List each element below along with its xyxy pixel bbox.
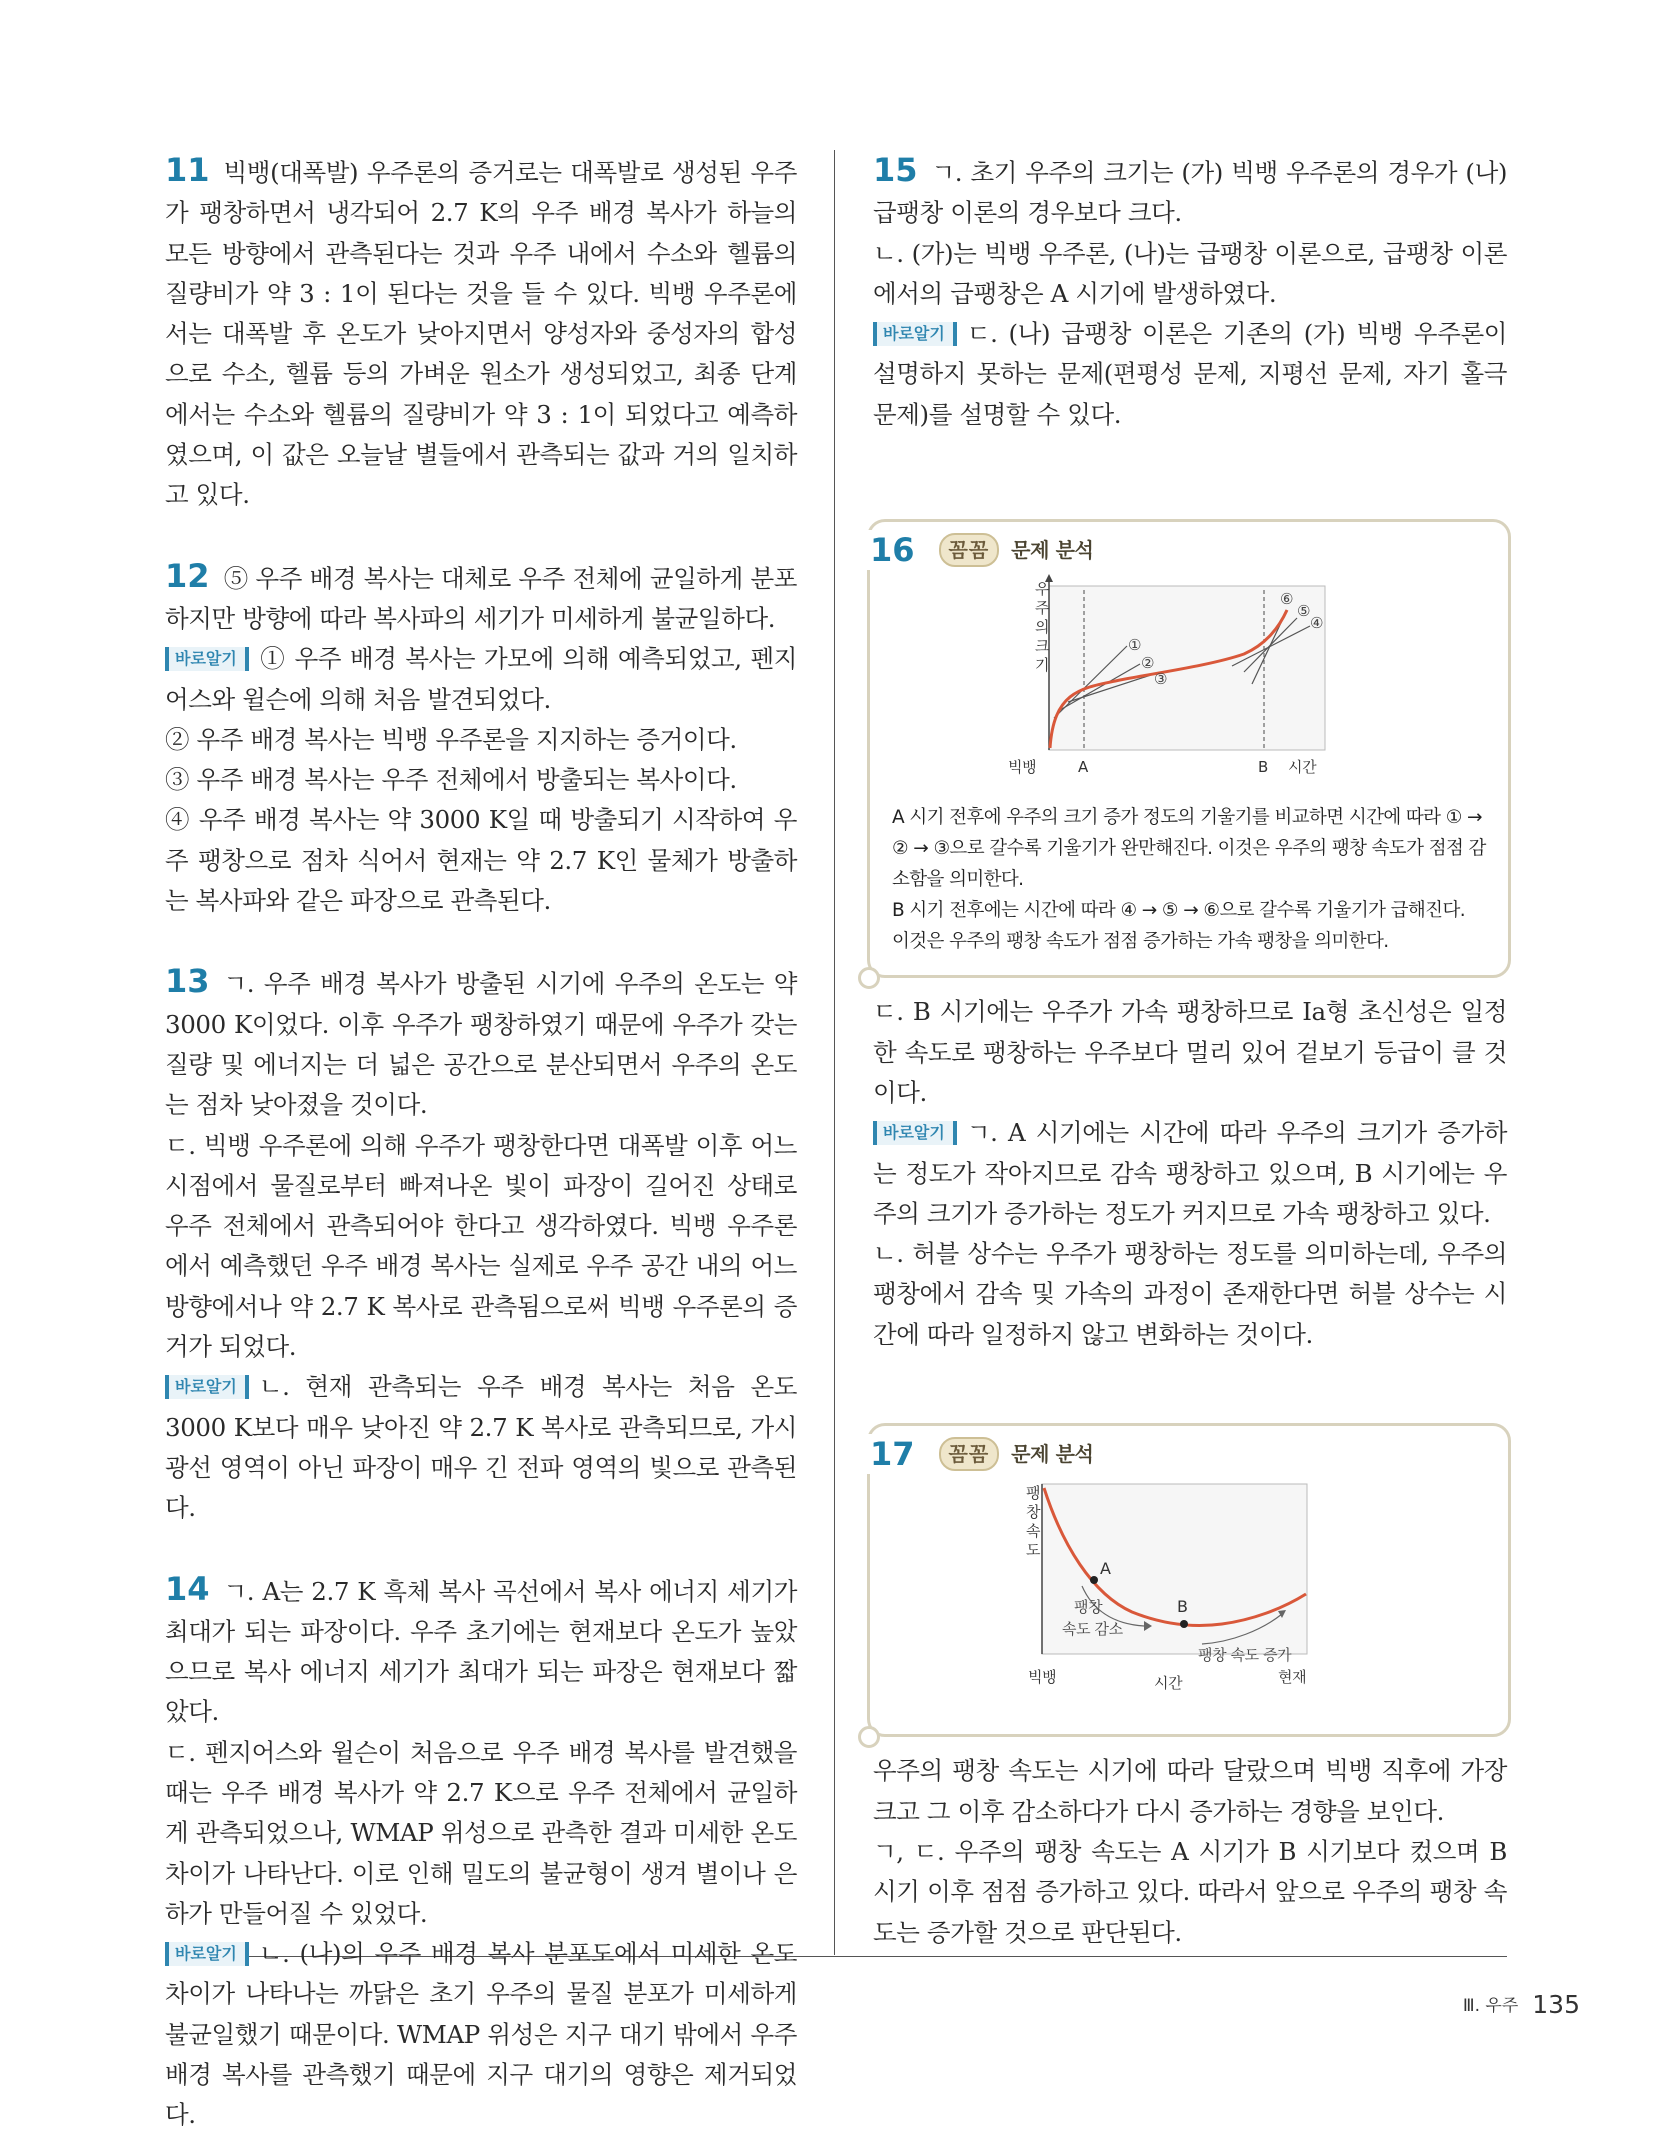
page-footer bbox=[1420, 1990, 1580, 2019]
answer-11 bbox=[165, 150, 797, 516]
column-divider bbox=[834, 150, 835, 1955]
correction-tag: 바로알기 bbox=[873, 1121, 957, 1145]
correction-tag: 바로알기 bbox=[165, 647, 249, 671]
analysis-box-17 bbox=[867, 1423, 1511, 1737]
answer-15 bbox=[873, 150, 1507, 435]
marker-2: ② bbox=[1141, 654, 1155, 673]
answer-text: ㄱ. 우주 배경 복사가 방출된 시기에 우주의 온도는 약 3000 K이었다. 이후 우주가 팽창하였기 때문에 우주가 갖는 질량 및 에너지는 더 넓은 공간으로 분산되면서 우주의 온도는 점차 낮아졌을 것이다. bbox=[165, 969, 797, 1120]
analysis-title: 문제 분석 bbox=[1011, 537, 1094, 562]
answer-text: 빅뱅(대폭발) 우주론의 증거로는 대폭발로 생성된 우주가 팽창하면서 냉각되어 2.7 K의 우주 배경 복사가 하늘의 모든 방향에서 관측된다는 것과 우주 내에서 수소와 헬륨의 질량비가 약 3 : 1이 된다는 것을 들 수 있다. 빅뱅 우주론에서는 대폭발 후 온도가 낮아지면서 양성자와 중성자의 합성으로 수소, 헬륨 등의 가벼운 원소가 생성되었고, 최종 단계에서는 수소와 헬륨의 질량비가 약 3 : 1이 되었다고 예측하였으며, 이 값은 오늘날 별들에서 관측되는 값과 거의 일치하고 있다. bbox=[165, 158, 797, 510]
kkomkkom-badge: 꼼꼼 bbox=[939, 1437, 1000, 1471]
point-a-label: A bbox=[1100, 1559, 1111, 1579]
page-number: 135 bbox=[1532, 1990, 1580, 2019]
speed-vs-time-graph bbox=[892, 1474, 1472, 1704]
correction-text: ④ 우주 배경 복사는 약 3000 K일 때 방출되기 시작하여 우주 팽창으로 점차 식어서 현재는 약 2.7 K인 물체가 방출하는 복사파와 같은 파장으로 관측된다. bbox=[165, 805, 797, 916]
analysis-note-1: A 시기 전후에 우주의 크기 증가 정도의 기울기를 비교하면 시간에 따라 ① → ② → ③으로 갈수록 기울기가 완만해진다. 이것은 우주의 팽창 속도가 점점 감소함을 의미한다. bbox=[892, 807, 1486, 891]
marker-1: ① bbox=[1128, 636, 1142, 655]
question-number: 17 bbox=[862, 1434, 925, 1474]
analysis-note-2: B 시기 전후에는 시간에 따라 ④ → ⑤ → ⑥으로 갈수록 기울기가 급해진다. 이것은 우주의 팽창 속도가 점점 증가하는 가속 팽창을 의미한다. bbox=[892, 900, 1466, 953]
question-number: 11 bbox=[165, 151, 210, 189]
marker-6: ⑥ bbox=[1280, 590, 1294, 609]
answer-16 bbox=[873, 992, 1507, 1355]
correction-text: ㄴ. 허블 상수는 우주가 팽창하는 정도를 의미하는데, 우주의 팽창에서 감속 및 가속의 과정이 존재한다면 허블 상수는 시간에 따라 일정하지 않고 변화하는 것이다. bbox=[873, 1239, 1507, 1349]
point-a bbox=[1090, 1576, 1098, 1584]
correction-text: ㄴ. (나)의 우주 배경 복사 분포도에서 미세한 온도 차이가 나타나는 까닭은 초기 우주의 물질 분포가 미세하게 불균일했기 때문이다. WMAP 위성은 지구 대기 밖에서 우주 배경 복사를 관측했기 때문에 지구 대기의 영향은 제거되었다. bbox=[165, 1939, 797, 2130]
answer-text: ㄱ. 초기 우주의 크기는 (가) 빅뱅 우주론의 경우가 (나) 급팽창 이론의 경우보다 크다. bbox=[873, 158, 1507, 228]
question-number: 14 bbox=[165, 1569, 210, 1608]
marker-4: ④ bbox=[1310, 614, 1324, 633]
answer-text: ㄷ. 빅뱅 우주론에 의해 우주가 팽창한다면 대폭발 이후 어느 시점에서 물질로부터 빠져나온 빛이 파장이 길어진 상태로 우주 전체에서 관측되어야 한다고 생각하였다. 빅뱅 우주론에서 예측했던 우주 배경 복사는 실제로 우주 공간 내의 어느 방향에서나 약 2.7 K 복사로 관측됨으로써 빅뱅 우주론의 증거가 되었다. bbox=[165, 1130, 797, 1362]
marker-5: ⑤ bbox=[1297, 602, 1311, 621]
section-label: Ⅲ. 우주 bbox=[1462, 1996, 1519, 2016]
answer-text: ㄷ. 펜지어스와 윌슨이 처음으로 우주 배경 복사를 발견했을 때는 우주 배경 복사가 약 2.7 K으로 우주 전체에서 균일하게 관측되었으나, WMAP 위성으로 관측한 결과 미세한 온도 차이가 나타난다. 이로 인해 밀도의 불균형이 생겨 별이나 은하가 만들어질 수 있었다. bbox=[165, 1737, 797, 1928]
decrease-label-2: 속도 감소 bbox=[1062, 1620, 1123, 1639]
x-now-label: 현재 bbox=[1278, 1668, 1307, 1687]
answer-text: ㄱ, ㄷ. 우주의 팽창 속도는 A 시기가 B 시기보다 컸으며 B 시기 이후 점점 증가하고 있다. 따라서 앞으로 우주의 팽창 속도는 증가할 것으로 판단된다. bbox=[873, 1836, 1507, 1947]
y-axis-label bbox=[1026, 1484, 1041, 1559]
correction-tag: 바로알기 bbox=[165, 1942, 249, 1966]
answer-text: ㄴ. (가)는 빅뱅 우주론, (나)는 급팽창 이론으로, 급팽창 이론에서의 급팽창은 A 시기에 발생하였다. bbox=[873, 238, 1507, 308]
origin-label: 빅뱅 bbox=[1008, 758, 1037, 777]
left-column bbox=[165, 150, 797, 2136]
answer-17 bbox=[873, 1751, 1507, 1952]
answer-text: 우주의 팽창 속도는 시기에 따라 달랐으며 빅뱅 직후에 가장 크고 그 이후 감소하다가 다시 증가하는 경향을 보인다. bbox=[873, 1756, 1507, 1826]
decrease-label-1: 팽창 bbox=[1074, 1598, 1103, 1617]
kkomkkom-badge: 꼼꼼 bbox=[939, 533, 1000, 567]
question-number: 13 bbox=[165, 962, 210, 1001]
question-number: 15 bbox=[873, 151, 918, 189]
answer-13 bbox=[165, 961, 797, 1528]
x-axis-label: 시간 bbox=[1288, 758, 1317, 777]
point-b bbox=[1180, 1620, 1188, 1628]
correction-tag: 바로알기 bbox=[873, 322, 957, 346]
right-column bbox=[870, 150, 1507, 1953]
correction-text: ㄴ. 현재 관측되는 우주 배경 복사는 처음 온도 3000 K보다 매우 낮아진 약 2.7 K 복사로 관측되므로, 가시광선 영역이 아닌 파장이 매우 긴 전파 영역의 빛으로 관측된다. bbox=[165, 1372, 797, 1523]
correction-text: ㄷ. (나) 급팽창 이론은 기존의 (가) 빅뱅 우주론이 설명하지 못하는 문제(편평성 문제, 지평선 문제, 자기 홀극 문제)를 설명할 수 있다. bbox=[873, 319, 1507, 429]
answer-text: ⑤ 우주 배경 복사는 대체로 우주 전체에 균일하게 분포하지만 방향에 따라 복사파의 세기가 미세하게 불균일하다. bbox=[165, 563, 797, 633]
answer-12 bbox=[165, 556, 797, 922]
correction-text: ① 우주 배경 복사는 가모에 의해 예측되었고, 펜지어스와 윌슨에 의해 처음 발견되었다. bbox=[165, 644, 797, 714]
answer-text: ㄱ. A는 2.7 K 흑체 복사 곡선에서 복사 에너지 세기가 최대가 되는 파장이다. 우주 초기에는 현재보다 온도가 높았으므로 복사 에너지 세기가 최대가 되는 파장은 현재보다 짧았다. bbox=[165, 1576, 797, 1727]
size-vs-time-graph bbox=[892, 570, 1472, 790]
point-b-label: B bbox=[1177, 1597, 1188, 1617]
x-origin-label: 빅뱅 bbox=[1028, 1668, 1057, 1687]
answer-14 bbox=[165, 1569, 797, 2136]
analysis-title: 문제 분석 bbox=[1011, 1441, 1094, 1466]
answer-text: ㄷ. B 시기에는 우주가 가속 팽창하므로 Ia형 초신성은 일정한 속도로 팽창하는 우주보다 멀리 있어 겉보기 등급이 클 것이다. bbox=[873, 997, 1507, 1107]
marker-3: ③ bbox=[1154, 670, 1168, 689]
question-number: 12 bbox=[165, 556, 210, 595]
correction-tag: 바로알기 bbox=[165, 1375, 249, 1399]
y-axis-label-text: 팽 창 속 도 bbox=[1026, 1484, 1041, 1560]
y-axis-label-text: 우 주 의 크 기 bbox=[1035, 580, 1050, 675]
time-a-label: A bbox=[1078, 758, 1088, 777]
question-number: 16 bbox=[862, 530, 925, 570]
correction-text: ③ 우주 배경 복사는 우주 전체에서 방출되는 복사이다. bbox=[165, 765, 737, 795]
time-b-label: B bbox=[1258, 758, 1268, 777]
analysis-box-16 bbox=[867, 519, 1511, 978]
x-axis-label: 시간 bbox=[1154, 1674, 1183, 1693]
correction-text: ② 우주 배경 복사는 빅뱅 우주론을 지지하는 증거이다. bbox=[165, 724, 737, 754]
correction-text: ㄱ. A 시기에는 시간에 따라 우주의 크기가 증가하는 정도가 작아지므로 감속 팽창하고 있으며, B 시기에는 우주의 크기가 증가하는 정도가 커지므로 가속 팽창하고 있다. bbox=[873, 1118, 1507, 1228]
increase-label: 팽창 속도 증가 bbox=[1198, 1646, 1292, 1665]
y-axis-label bbox=[1035, 580, 1050, 674]
